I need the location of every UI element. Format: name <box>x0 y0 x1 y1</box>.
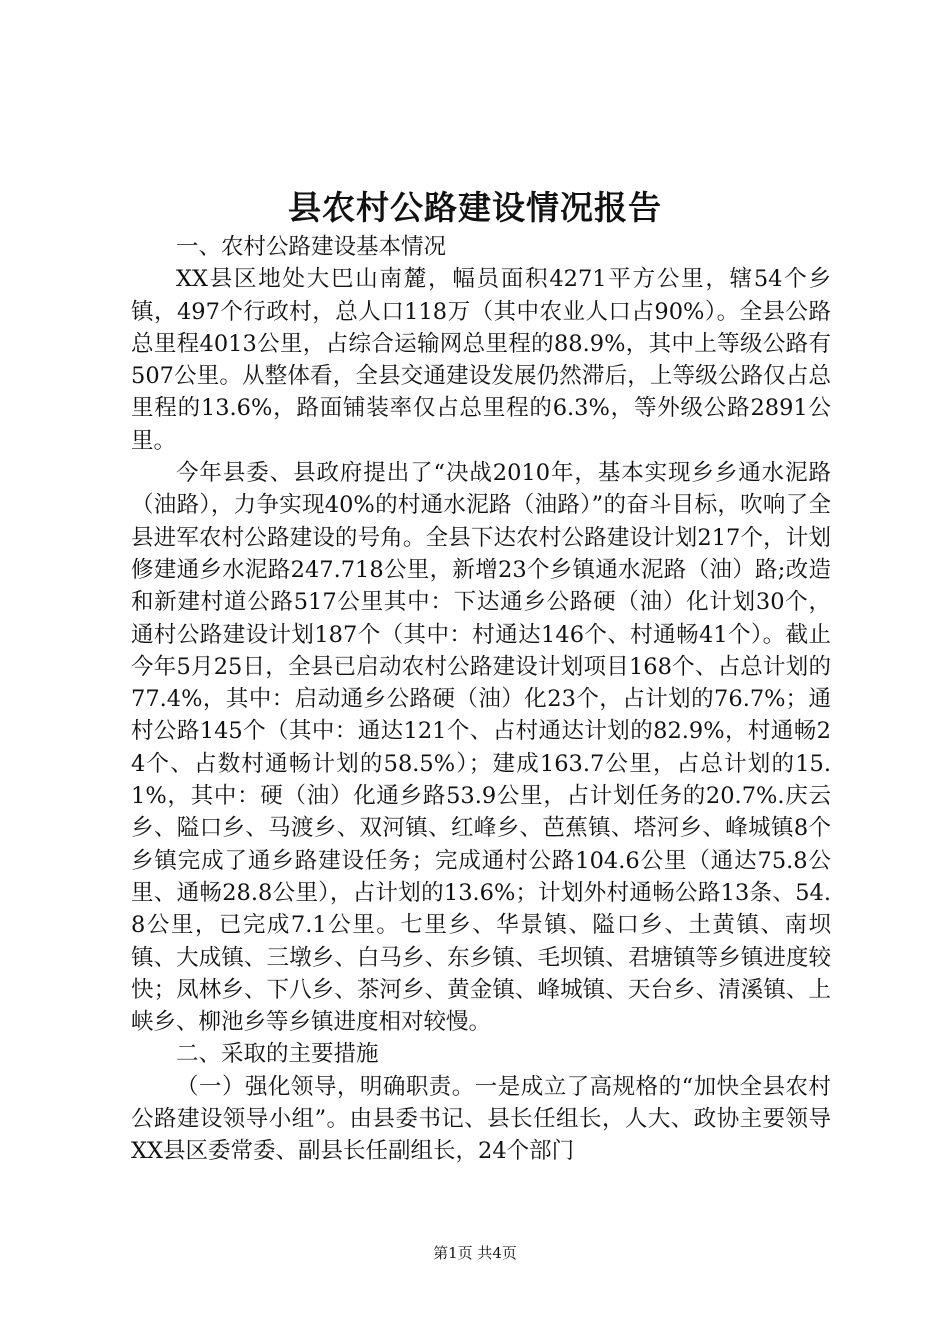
paragraph-leadership: （一）强化领导，明确职责。一是成立了高规格的“加快全县农村公路建设领导小组”。由县委书记、县长任组长，人大、政协主要领导XX县区委常委、副县长任副组长，24个部门 <box>131 1073 831 1165</box>
section-heading-1: 一、农村公路建设基本情况 <box>176 234 447 260</box>
paragraph-construction-progress: 今年县委、县政府提出了“决战2010年，基本实现乡乡通水泥路（油路），力争实现40%的村通水泥路（油路）”的奋斗目标，吹响了全县进军农村公路建设的号角。全县下达农村公路建设计划217个，计划修建通乡水泥路247.718公里，新增23个乡镇通水泥路（油）路;改造和新建村道公路517公里其中：下达通乡公路硬（油）化计划30个，通村公路建设计划187个（其中：村通达146个、村通畅41个）。截止今年5月25日，全县已启动农村公路建设计划项目168个、占总计划的77.4%，其中：启动通乡公路硬（油）化23个，占计划的76.7%；通村公路145个（其中：通达121个、占村通达计划的82.9%，村通畅24个、占数村通畅计划的58.5%）；建成163.7公里，占总计划的15.1%，其中：硬（油）化通乡路53.9公里，占计划任务的20.7%.庆云乡、隘口乡、马渡乡、双河镇、红峰乡、芭蕉镇、塔河乡、峰城镇8个乡镇完成了通乡路建设任务；完成通村公路104.6公里（通达75.8公里、通畅28.8公里），占计划的13.6%；计划外村通畅公路13条、54.8公里，已完成7.1公里。七里乡、华景镇、隘口乡、土黄镇、南坝镇、大成镇、三墩乡、白马乡、东乡镇、毛坝镇、君塘镇等乡镇进度较快；凤林乡、下八乡、茶河乡、黄金镇、峰城镇、天台乡、清溪镇、上峡乡、柳池乡等乡镇进度相对较慢。 <box>131 460 831 1036</box>
paragraph-county-overview: XX县区地处大巴山南麓，幅员面积4271平方公里，辖54个乡镇，497个行政村，总人口118万（其中农业人口占90%）。全县公路总里程4013公里，占综合运输网总里程的88.9%，其中上等级公路有507公里。从整体看，全县交通建设发展仍然滞后，上等级公路仅占总里程的13.6%，路面铺装率仅占总里程的6.3%，等外级公路2891公里。 <box>131 266 831 454</box>
section-heading-2: 二、采取的主要措施 <box>176 1041 379 1068</box>
document-title: 县农村公路建设情况报告 <box>288 188 662 227</box>
document-body <box>131 231 831 1168</box>
page-number-footer: 第1页 共4页 <box>433 1244 517 1262</box>
